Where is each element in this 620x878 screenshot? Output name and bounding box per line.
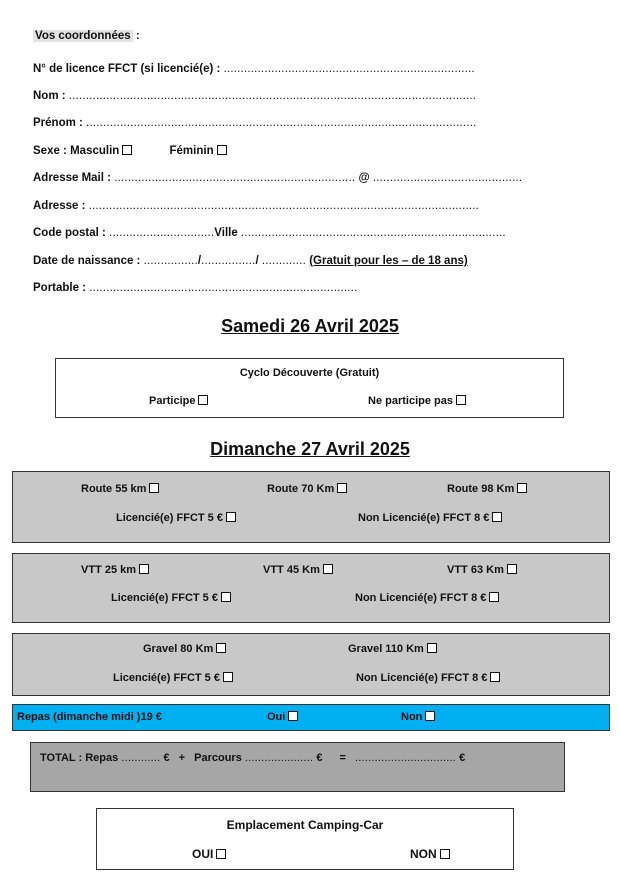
camping-non-checkbox[interactable] [440, 849, 450, 859]
code-postal-line[interactable]: Code postal : ...............................Ville .............................................................................. [33, 227, 506, 239]
route-70-checkbox[interactable] [337, 483, 347, 493]
sexe-line: Sexe : Masculin Féminin [33, 145, 227, 157]
coords-heading: Vos coordonnées : [35, 30, 140, 42]
route-98-option[interactable]: Route 98 Km [447, 483, 527, 495]
ne-participe-option[interactable]: Ne participe pas [368, 395, 466, 407]
camping-non-option[interactable]: NON [410, 847, 450, 861]
feminin-label: Féminin [169, 145, 214, 157]
repas-label: Repas (dimanche midi )19 € [17, 711, 162, 723]
feminin-checkbox[interactable] [217, 145, 227, 155]
repas-bar [12, 704, 610, 731]
nom-line[interactable]: Nom : ........................................................................................................................ [33, 90, 477, 102]
mail-line[interactable]: Adresse Mail : ....................................................................... @ ............................................ [33, 172, 523, 184]
total-box [30, 742, 565, 792]
route-98-checkbox[interactable] [517, 483, 527, 493]
vtt-25-option[interactable]: VTT 25 km [81, 564, 149, 576]
camping-oui-checkbox[interactable] [216, 849, 226, 859]
gravel-non-licencie-checkbox[interactable] [490, 672, 500, 682]
route-55-option[interactable]: Route 55 km [81, 483, 159, 495]
vtt-63-option[interactable]: VTT 63 Km [447, 564, 517, 576]
camping-car-box [96, 808, 514, 870]
participe-checkbox[interactable] [198, 395, 208, 405]
adresse-line[interactable]: Adresse : ................................................................................................................... [33, 200, 480, 212]
vtt-non-licencie-option[interactable]: Non Licencié(e) FFCT 8 € [355, 592, 499, 604]
ne-participe-checkbox[interactable] [456, 395, 466, 405]
repas-non-option[interactable]: Non [401, 711, 435, 723]
gravel-box [12, 633, 610, 696]
licence-line[interactable]: N° de licence FFCT (si licencié(e) : .......................................................................... [33, 63, 475, 75]
vtt-45-checkbox[interactable] [323, 564, 333, 574]
camping-title: Emplacement Camping-Car [226, 818, 384, 832]
masculin-checkbox[interactable] [122, 145, 132, 155]
route-non-licencie-checkbox[interactable] [492, 512, 502, 522]
repas-oui-option[interactable]: Oui [267, 711, 298, 723]
gravel-80-option[interactable]: Gravel 80 Km [143, 643, 226, 655]
vtt-non-licencie-checkbox[interactable] [489, 592, 499, 602]
naissance-line[interactable]: Date de naissance : ................/................/ ............. (Gratuit pour les – de 18 ans) [33, 255, 468, 267]
gravel-non-licencie-option[interactable]: Non Licencié(e) FFCT 8 € [356, 672, 500, 684]
prenom-line[interactable]: Prénom : ................................................................................................................... [33, 117, 477, 129]
masculin-label: Masculin [70, 145, 120, 157]
route-non-licencie-option[interactable]: Non Licencié(e) FFCT 8 € [358, 512, 502, 524]
gravel-80-checkbox[interactable] [216, 643, 226, 653]
route-70-option[interactable]: Route 70 Km [267, 483, 347, 495]
gratuit-note: (Gratuit pour les – de 18 ans) [309, 255, 468, 267]
dimanche-title: Dimanche 27 Avril 2025 [210, 439, 410, 459]
route-box [12, 471, 610, 543]
route-55-checkbox[interactable] [149, 483, 159, 493]
samedi-title: Samedi 26 Avril 2025 [221, 316, 399, 336]
gravel-110-checkbox[interactable] [427, 643, 437, 653]
total-line[interactable]: TOTAL : Repas ............ € + Parcours ..................... € = ............................... € [40, 752, 466, 764]
vtt-63-checkbox[interactable] [507, 564, 517, 574]
route-licencie-checkbox[interactable] [226, 512, 236, 522]
vtt-box [12, 553, 610, 623]
gravel-110-option[interactable]: Gravel 110 Km [348, 643, 437, 655]
gravel-licencie-checkbox[interactable] [223, 672, 233, 682]
camping-oui-option[interactable]: OUI [192, 847, 226, 861]
repas-non-checkbox[interactable] [425, 711, 435, 721]
vtt-45-option[interactable]: VTT 45 Km [263, 564, 333, 576]
repas-oui-checkbox[interactable] [288, 711, 298, 721]
vtt-licencie-checkbox[interactable] [221, 592, 231, 602]
route-licencie-option[interactable]: Licencié(e) FFCT 5 € [116, 512, 236, 524]
vtt-licencie-option[interactable]: Licencié(e) FFCT 5 € [111, 592, 231, 604]
vtt-25-checkbox[interactable] [139, 564, 149, 574]
participe-option[interactable]: Participe [149, 395, 208, 407]
cyclo-title: Cyclo Découverte (Gratuit) [239, 367, 380, 379]
portable-line[interactable]: Portable : ............................................................................... [33, 282, 358, 294]
cyclo-decouverte-box [55, 358, 564, 418]
gravel-licencie-option[interactable]: Licencié(e) FFCT 5 € [113, 672, 233, 684]
